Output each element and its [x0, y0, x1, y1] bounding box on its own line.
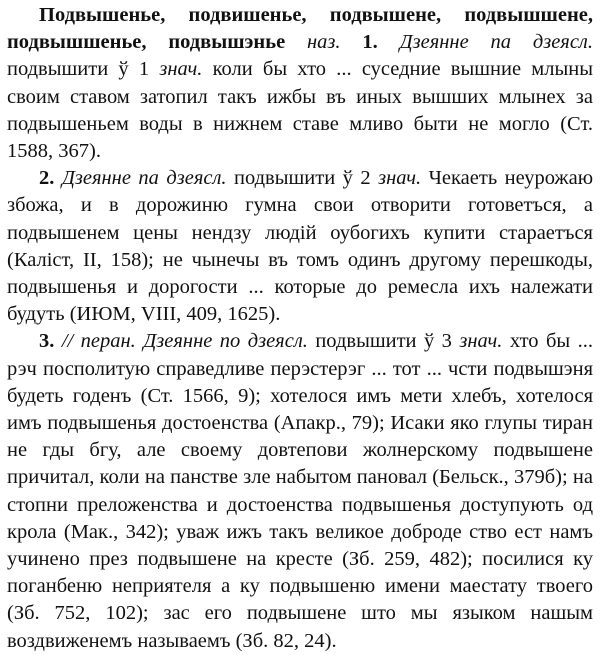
sense-2-definition: Дзеянне па дзеясл. [54, 167, 227, 190]
headword: Подвышенье, подвишенье, подвышене, подвышшене, подвышшенье, подвышэнье [7, 4, 593, 54]
sense-number-2: 2. [39, 167, 55, 190]
sense-2-abbrev: знач. [378, 167, 422, 190]
sense-2-reference: подвышити ў 2 [226, 167, 379, 190]
sense-1-abbrev: знач. [159, 58, 203, 81]
sense-3-abbrev: знач. [459, 330, 503, 353]
sense-number-1: 1. [362, 31, 378, 54]
sense-number-3: 3. [39, 330, 55, 353]
sense-3-quotation: хто бы ... рэч посполитую справедливе перэстерэг ... тот ... чсти подвышэня будеть годенъ (Ст. 1566, 9); хотелося имъ мети хлебъ, хотелося имъ подвышенья достоенства (Апакр., 79); Исаки яко глупы тиран не гды бгу, але своему довтепови жолнерскому подвышене причитал, коли на панстве зле набытом пановал (Бельск., 379б); на стопни преложенства и достоенства подвышенья доступують од крола (Мак., 342); уваж ижъ такъ великое доброде ство ест намъ учинено през подвышене на кресте (Зб. 259, 482); посилися ку поганбеню неприятеля а ку подвышеню имени маестату твоего (Зб. 752, 102); зас его подвышене што мы языком нашым воздвиженемъ называемъ (Зб. 82, 24). [7, 330, 593, 652]
sense-1-definition: Дзеянне па дзеясл. [377, 31, 593, 54]
sense-1-reference: подвышити ў 1 [7, 58, 160, 81]
sense-3-definition: // перан. Дзеянне по дзеясл. [54, 330, 308, 353]
entry-paragraph-3 [7, 328, 593, 654]
part-of-speech: наз. [285, 31, 363, 54]
sense-2-quotation: Чекаеть неурожаю збожа, и в дорожиню гумна свои отворити готоветъся, а подвышенем цены нендзу людій оубогихъ купити стараетъся (Каліст, II, 158); не чынечы въ томъ одинъ другому перешкоды, подвышенья и дорогости ... которые до ремесла ихъ належати будуть (ИЮМ, VIII, 409, 1625). [7, 167, 594, 326]
entry-paragraph-1 [7, 2, 593, 165]
entry-paragraph-2 [7, 165, 593, 328]
sense-3-reference: подвышити ў 3 [307, 330, 460, 353]
sense-1-quotation: коли бы хто ... суседние вышние млыны своим ставом затопил такъ ижбы въ иных вышших млынех за подвышеньем воды в нижнем ставе мливо быти не могло (Ст. 1588, 367). [7, 58, 593, 163]
